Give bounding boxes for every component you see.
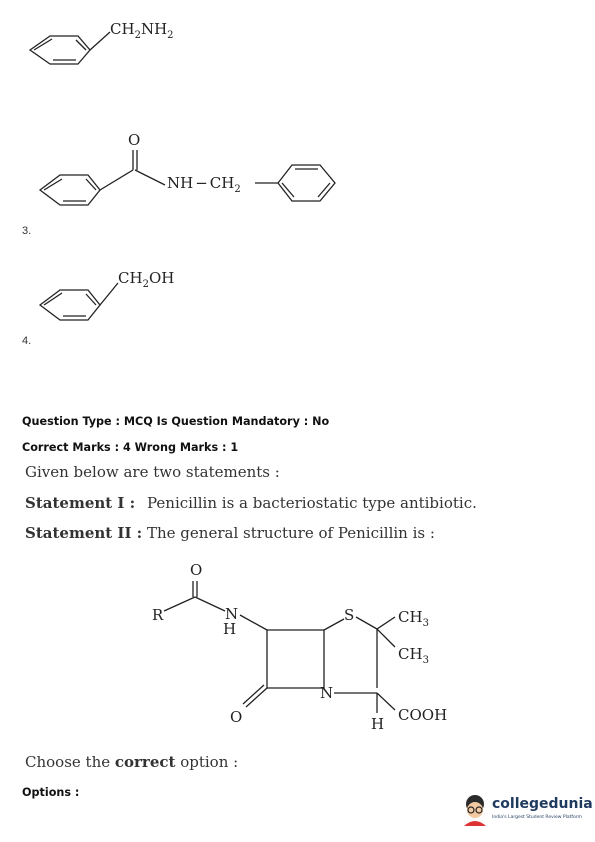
penicillin-structure [140,555,470,745]
benzylamine-substituent: $CH_2NH_2$ [110,20,174,41]
question-type-line: Question Type : MCQ Is Question Mandatory : No [22,415,330,428]
penicillin-ring-n: N [320,684,334,702]
penicillin-ch3-2: $CH_3$ [398,645,429,666]
logo-tagline: India's Largest Student Review Platform [492,815,582,820]
option-number-3: 3. [22,225,32,237]
amide-link: NH − $CH_2$ [167,174,241,195]
benzyl-alcohol-substituent: $CH_2OH$ [118,269,175,290]
penicillin-amide-n: N [225,605,239,623]
penicillin-ch3-1: $CH_3$ [398,608,429,629]
carbonyl-oxygen: O [128,131,141,149]
choose-prompt [25,753,238,771]
statement-1-label: Statement I : [25,494,136,512]
choose-prefix: Choose the [25,753,115,771]
penicillin-carbonyl-o: O [190,561,203,579]
penicillin-sulfur: S [344,606,355,624]
statement-1 [25,494,585,512]
penicillin-cooh: COOH [398,706,448,724]
choose-bold: correct [114,753,176,771]
statement-2-text: The general structure of Penicillin is : [147,524,435,542]
statement-1-text: Penicillin is a bacteriostatic type antibiotic. [147,494,477,512]
options-label: Options : [22,786,80,799]
choose-suffix: option : [175,753,239,771]
marks-line: Correct Marks : 4 Wrong Marks : 1 [22,441,239,454]
benzyl-alcohol-structure [30,255,230,345]
penicillin-r: R [152,606,164,624]
logo-name: collegedunia [492,796,593,812]
collegedunia-logo [460,790,593,830]
penicillin-amide-h: H [223,620,237,638]
statement-2 [25,524,585,542]
benzamide-structure [30,125,350,235]
penicillin-lactam-o: O [230,708,243,726]
benzylamine-structure [20,10,220,90]
penicillin-bottom-h: H [371,715,385,733]
mascot-icon [460,792,490,826]
question-intro: Given below are two statements : [25,463,280,481]
statement-2-label: Statement II : [25,524,143,542]
option-number-4: 4. [22,335,32,347]
